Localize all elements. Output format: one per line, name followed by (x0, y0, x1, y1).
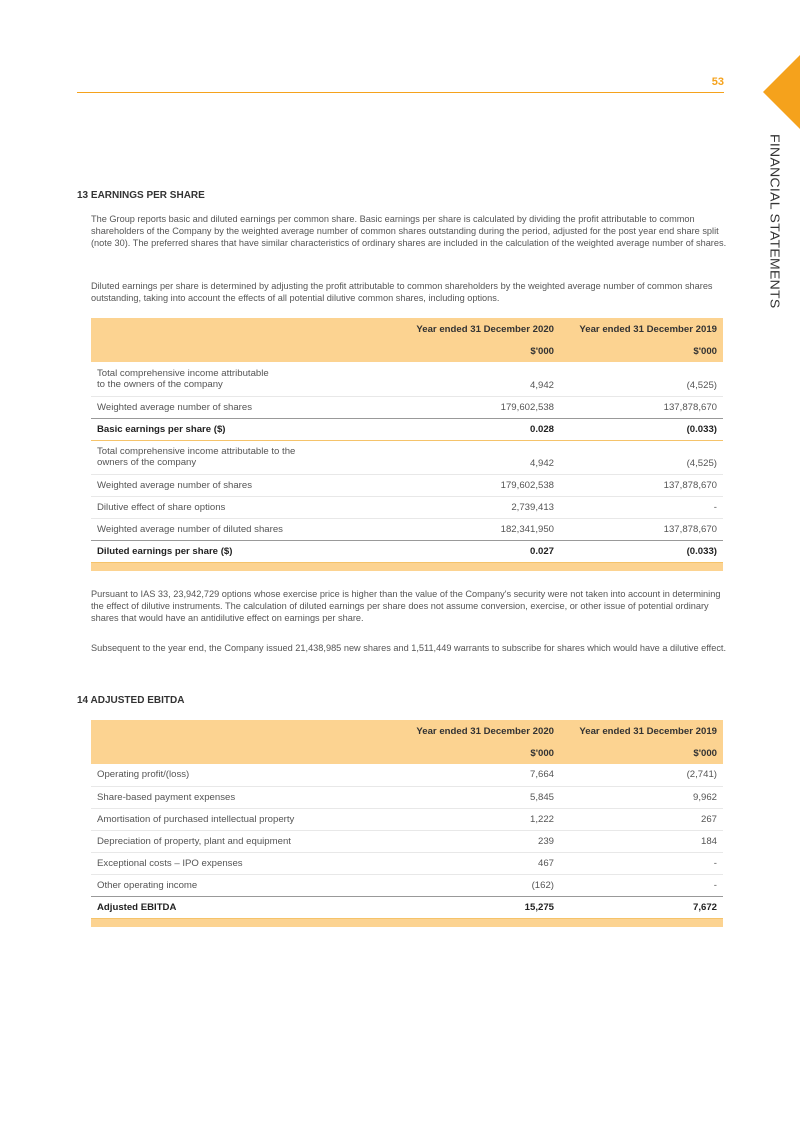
row-value-2020: (162) (368, 874, 560, 896)
row-label-line1: Total comprehensive income attributable (97, 367, 269, 379)
unit-col-2019: $'000 (560, 742, 723, 764)
row-value-2019: 137,878,670 (560, 396, 723, 418)
row-value-2020: 239 (368, 830, 560, 852)
table-row (91, 440, 723, 474)
row-label: Amortisation of purchased intellectual property (91, 808, 368, 830)
table-footer-band (91, 562, 723, 571)
section-13-intro-1: The Group reports basic and diluted earnings per common share. Basic earnings per share is calculated by dividing the profit attributable to common shareholders of the Company by the weighted average number of common shares outstanding during the period, adjusted for the post year end share split (note 30). The preferred shares that have similar characteristics of ordinary shares are included in the calculation of the weighted average number of shares. (91, 214, 727, 248)
section-13-intro-2: Diluted earnings per share is determined by adjusting the profit attributable to common shareholders by the weighted average number of common shares outstanding, taking into account the effects of all potential dilutive common shares, including options. (91, 281, 713, 303)
section-14-heading: 14 ADJUSTED EBITDA (77, 695, 185, 706)
ebitda-table-unit-row (91, 742, 723, 764)
row-value-2019: 9,962 (560, 786, 723, 808)
eps-table (91, 318, 723, 571)
row-value-2020: 15,275 (368, 896, 560, 918)
table-footer-band (91, 918, 723, 927)
row-label: Exceptional costs – IPO expenses (91, 852, 368, 874)
section-13-note-1: Pursuant to IAS 33, 23,942,729 options whose exercise price is higher than the value of the Company's security were not taken into account in determining the effect of dilutive instruments. The calculation of diluted earnings per share does not assume conversion, exercise, or other issue of potential ordinary shares that would have an antidilutive effect on earnings per share. (91, 589, 721, 623)
unit-col-2019: $'000 (560, 340, 723, 362)
row-value-2020: 179,602,538 (368, 474, 560, 496)
row-value-2019: (4,525) (560, 440, 723, 474)
page-number: 53 (711, 76, 724, 88)
row-value-2019: (0.033) (560, 418, 723, 440)
table-row (91, 830, 723, 852)
table-row-total (91, 418, 723, 440)
corner-tab-decoration (763, 55, 800, 129)
row-value-2020: 179,602,538 (368, 396, 560, 418)
section-13-note-2: Subsequent to the year end, the Company issued 21,438,985 new shares and 1,511,449 warrants to subscribe for shares which would have a dilutive effect. (91, 643, 727, 653)
side-section-label: FINANCIAL STATEMENTS (767, 134, 783, 309)
unit-spacer (91, 742, 368, 764)
header-col-2019: Year ended 31 December 2019 (560, 318, 723, 340)
row-value-2020: 4,942 (368, 362, 560, 396)
header-divider (77, 92, 724, 93)
table-row (91, 396, 723, 418)
row-value-2019: - (560, 496, 723, 518)
row-value-2019: 267 (560, 808, 723, 830)
header-spacer (91, 720, 368, 742)
eps-table-header-row (91, 318, 723, 340)
unit-spacer (91, 340, 368, 362)
row-label: Weighted average number of diluted shares (91, 518, 368, 540)
header-col-2020: Year ended 31 December 2020 (368, 720, 560, 742)
table-row (91, 874, 723, 896)
table-row (91, 764, 723, 786)
row-value-2019: 7,672 (560, 896, 723, 918)
row-label: Weighted average number of shares (91, 474, 368, 496)
row-value-2019: 184 (560, 830, 723, 852)
row-label: Diluted earnings per share ($) (91, 540, 368, 562)
table-row (91, 786, 723, 808)
table-row-total (91, 540, 723, 562)
row-label: Basic earnings per share ($) (91, 418, 368, 440)
table-row (91, 362, 723, 396)
ebitda-table-header-row (91, 720, 723, 742)
row-label (91, 362, 368, 396)
table-row (91, 518, 723, 540)
row-value-2020: 2,739,413 (368, 496, 560, 518)
header-col-2020: Year ended 31 December 2020 (368, 318, 560, 340)
row-value-2019: (4,525) (560, 362, 723, 396)
row-value-2020: 0.028 (368, 418, 560, 440)
section-13-heading: 13 EARNINGS PER SHARE (77, 190, 205, 201)
row-label: Share-based payment expenses (91, 786, 368, 808)
eps-table-unit-row (91, 340, 723, 362)
row-value-2019: - (560, 852, 723, 874)
row-label: Weighted average number of shares (91, 396, 368, 418)
row-label (91, 440, 368, 474)
row-label: Adjusted EBITDA (91, 896, 368, 918)
row-value-2020: 5,845 (368, 786, 560, 808)
row-label: Other operating income (91, 874, 368, 896)
row-value-2020: 467 (368, 852, 560, 874)
row-value-2020: 182,341,950 (368, 518, 560, 540)
row-value-2019: (2,741) (560, 764, 723, 786)
row-label-line2: to the owners of the company (97, 378, 223, 390)
row-value-2019: 137,878,670 (560, 518, 723, 540)
table-row (91, 474, 723, 496)
row-label: Depreciation of property, plant and equipment (91, 830, 368, 852)
row-value-2020: 7,664 (368, 764, 560, 786)
row-value-2019: (0.033) (560, 540, 723, 562)
table-row (91, 852, 723, 874)
row-label: Operating profit/(loss) (91, 764, 368, 786)
unit-col-2020: $'000 (368, 340, 560, 362)
row-label-line2: owners of the company (97, 457, 197, 468)
header-col-2019: Year ended 31 December 2019 (560, 720, 723, 742)
row-label-line1: Total comprehensive income attributable to the (97, 446, 296, 457)
ebitda-table (91, 720, 723, 927)
unit-col-2020: $'000 (368, 742, 560, 764)
header-spacer (91, 318, 368, 340)
row-value-2020: 0.027 (368, 540, 560, 562)
row-value-2019: 137,878,670 (560, 474, 723, 496)
table-row-total (91, 896, 723, 918)
row-label: Dilutive effect of share options (91, 496, 368, 518)
row-value-2020: 1,222 (368, 808, 560, 830)
row-value-2020: 4,942 (368, 440, 560, 474)
row-value-2019: - (560, 874, 723, 896)
table-row (91, 496, 723, 518)
table-row (91, 808, 723, 830)
